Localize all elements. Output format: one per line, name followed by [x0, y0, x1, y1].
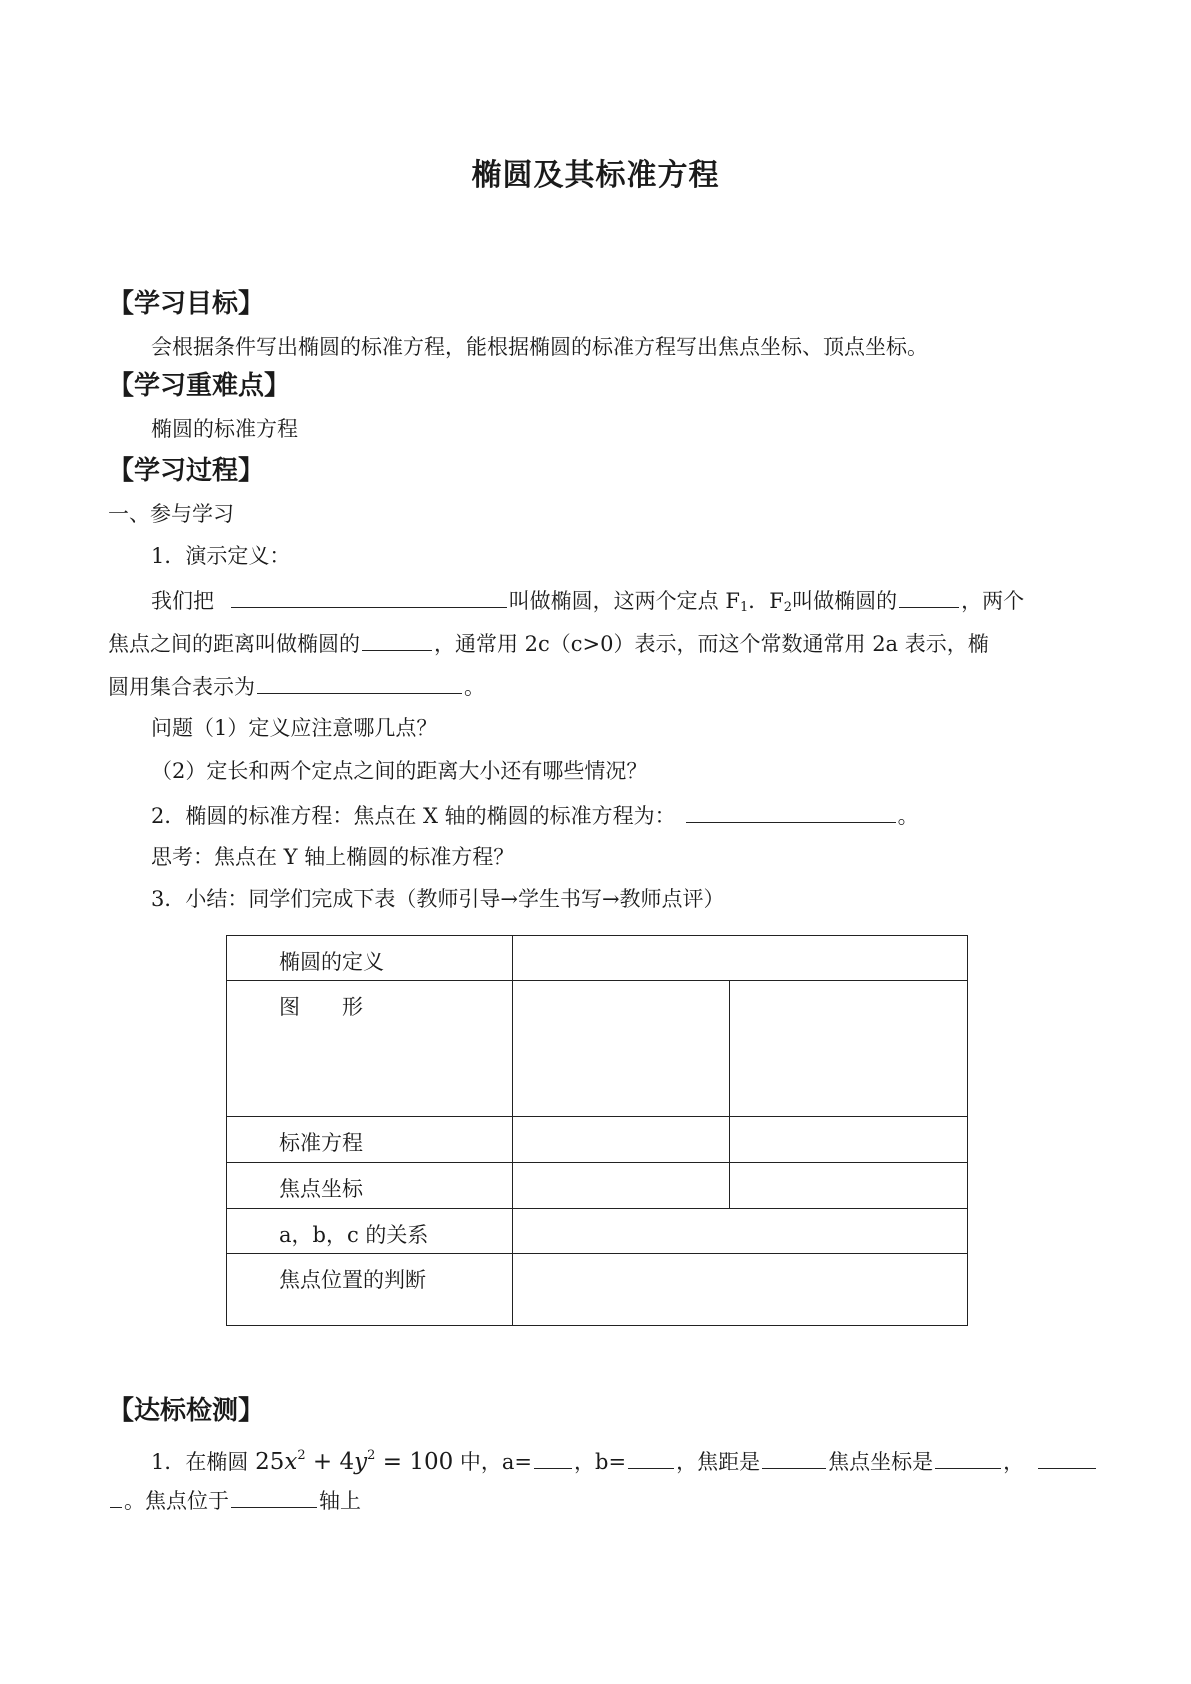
def3-text-b: 。 — [464, 675, 485, 699]
equation-cell-y[interactable] — [730, 1117, 968, 1163]
check-q1-text-f: ， — [1003, 1450, 1025, 1474]
check-q1-text-h: 轴上 — [319, 1489, 361, 1513]
foci-cell-y[interactable] — [730, 1163, 968, 1209]
item2-text-b: 。 — [897, 804, 919, 828]
def3-text-a: 圆用集合表示为 — [108, 675, 255, 699]
item1-label: 1．演示定义： — [151, 544, 291, 568]
def-text-d: 叫做椭圆的 — [792, 589, 898, 613]
definition-line-2 — [108, 628, 989, 658]
figure-cell-x[interactable] — [512, 981, 730, 1117]
item3-line: 3．小结：同学们完成下表（教师引导→学生书写→教师点评） — [151, 887, 725, 911]
definition-cell[interactable] — [512, 936, 967, 981]
table-row — [227, 981, 968, 1117]
question-1: 问题（1）定义应注意哪几点？ — [151, 716, 438, 740]
f1-subscript: 1 — [739, 600, 749, 615]
objectives-heading: 【学习目标】 — [108, 289, 265, 319]
row-label-abc-relation: a，b，c 的关系 — [227, 1209, 513, 1254]
table-row — [227, 1209, 968, 1254]
equation-cell-x[interactable] — [512, 1117, 730, 1163]
key-points-text: 椭圆的标准方程 — [151, 417, 298, 441]
row-label-figure: 图 形 — [227, 981, 513, 1117]
check-q1-text-g: 。焦点位于 — [124, 1489, 229, 1513]
def-text-a: 我们把 — [151, 589, 214, 613]
focus-coord-blank-2-cont[interactable] — [110, 1485, 122, 1508]
think-line: 思考：焦点在 Y 轴上椭圆的标准方程？ — [151, 845, 515, 869]
page-title: 椭圆及其标准方程 — [471, 158, 720, 193]
b-value-blank[interactable] — [628, 1446, 674, 1469]
row-label-foci: 焦点坐标 — [227, 1163, 513, 1209]
check-q1-text-e: 焦点坐标是 — [828, 1450, 934, 1474]
standard-equation-blank[interactable] — [686, 800, 896, 823]
definition-blank[interactable] — [231, 585, 507, 608]
def-text-c: ．F — [748, 589, 784, 613]
def-text-b: 叫做椭圆，这两个定点 F — [508, 589, 740, 613]
item2-line — [151, 800, 919, 830]
table-row — [227, 1117, 968, 1163]
ellipse-equation: $25x^2 + 4y^2 = 100$ — [255, 1448, 454, 1475]
figure-cell-y[interactable] — [730, 981, 968, 1117]
check-heading: 【达标检测】 — [108, 1396, 265, 1426]
row-label-definition: 椭圆的定义 — [227, 936, 513, 981]
row-label-equation: 标准方程 — [227, 1117, 513, 1163]
foci-cell-x[interactable] — [512, 1163, 730, 1209]
item2-text-a: 2．椭圆的标准方程：焦点在 X 轴的椭圆的标准方程为： — [151, 804, 676, 828]
a-value-blank[interactable] — [534, 1446, 572, 1469]
focal-distance-blank[interactable] — [362, 628, 432, 651]
axis-blank[interactable] — [231, 1485, 317, 1508]
focus-coord-blank-1[interactable] — [935, 1446, 1001, 1469]
definition-line-3 — [108, 671, 485, 701]
foci-position-cell[interactable] — [512, 1254, 967, 1326]
question-2: （2）定长和两个定点之间的距离大小还有哪些情况？ — [151, 759, 648, 783]
check-q1-text-b: 中，a= — [459, 1450, 533, 1474]
def2-text-a: 焦点之间的距离叫做椭圆的 — [108, 632, 360, 656]
objectives-text: 会根据条件写出椭圆的标准方程，能根据椭圆的标准方程写出焦点坐标、顶点坐标。 — [151, 335, 928, 359]
table-row — [227, 1254, 968, 1326]
abc-relation-cell[interactable] — [512, 1209, 967, 1254]
definition-line-1 — [151, 585, 1024, 622]
row-label-foci-position: 焦点位置的判断 — [227, 1254, 513, 1326]
def-text-e: ，两个 — [961, 589, 1025, 613]
check-q1-text-d: ，焦距是 — [676, 1450, 761, 1474]
focal-length-blank[interactable] — [762, 1446, 826, 1469]
check-question-1-cont — [108, 1485, 361, 1515]
summary-table — [226, 935, 968, 1326]
check-q1-text-c: ，b= — [574, 1450, 627, 1474]
process-heading: 【学习过程】 — [108, 456, 265, 486]
def2-text-b: ，通常用 2c（c>0）表示，而这个常数通常用 2a 表示，椭 — [434, 632, 989, 656]
key-points-heading: 【学习重难点】 — [108, 371, 291, 401]
check-q1-text-a: 1．在椭圆 — [151, 1450, 249, 1474]
focus-coord-blank-2[interactable] — [1038, 1446, 1096, 1469]
foci-blank[interactable] — [899, 585, 959, 608]
f2-subscript: 2 — [783, 600, 793, 615]
table-row — [227, 1163, 968, 1209]
set-notation-blank[interactable] — [257, 671, 462, 694]
table-row — [227, 936, 968, 981]
part1-label: 一、参与学习 — [108, 502, 234, 526]
check-question-1 — [151, 1442, 1098, 1476]
